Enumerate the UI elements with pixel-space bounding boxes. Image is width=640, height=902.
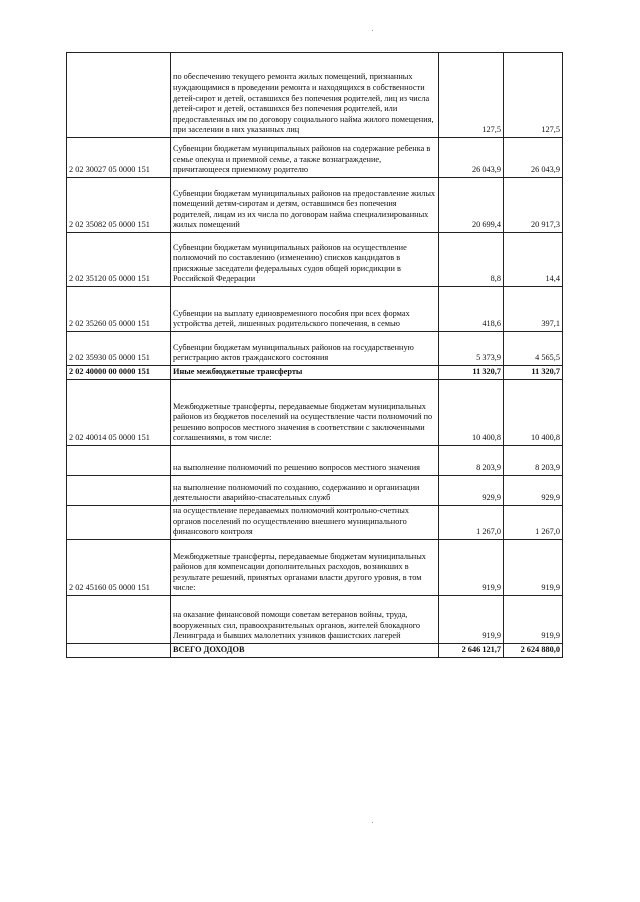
item-name: на осуществление передаваемых полномочий контрольно-счетных органов поселений по осуществлению внешнего муниципального финансового контроля	[171, 506, 439, 540]
value-year-1: 8,8	[439, 233, 504, 287]
table-row	[67, 366, 563, 380]
value-year-2: 929,9	[504, 476, 563, 506]
budget-code: 2 02 40000 00 0000 151	[67, 366, 171, 380]
table-row	[67, 380, 563, 446]
value-year-2: 2 624 880,0	[504, 644, 563, 658]
table-row	[67, 287, 563, 332]
value-year-1: 929,9	[439, 476, 504, 506]
value-year-2: 4 565,5	[504, 332, 563, 366]
value-year-1: 26 043,9	[439, 138, 504, 178]
budget-code	[67, 506, 171, 540]
item-name: на оказание финансовой помощи советам ветеранов войны, труда, вооруженных сил, правоохранительных органов, жителей блокадного Ленинграда и бывших малолетних узников фашистских лагерей	[171, 596, 439, 644]
budget-code: 2 02 30027 05 0000 151	[67, 138, 171, 178]
item-name: по обеспечению текущего ремонта жилых помещений, признанных нуждающимися в проведении ремонта и находящихся в собственности детей-сирот и детей, оставшихся без попечения родителей, лиц из числа детей-сирот и детей, оставшихся без попечения родителей, или предоставленных им по договору социального найма жилого помещения, при заселении в них указанных лиц	[171, 53, 439, 138]
value-year-2: 1 267,0	[504, 506, 563, 540]
value-year-2: 11 320,7	[504, 366, 563, 380]
budget-code: 2 02 35120 05 0000 151	[67, 233, 171, 287]
value-year-1: 2 646 121,7	[439, 644, 504, 658]
value-year-1: 5 373,9	[439, 332, 504, 366]
budget-code	[67, 476, 171, 506]
item-name: на выполнение полномочий по созданию, содержанию и организации деятельности аварийно-спасательных служб	[171, 476, 439, 506]
budget-code	[67, 53, 171, 138]
item-name: Иные межбюджетные трансферты	[171, 366, 439, 380]
item-name: Субвенции бюджетам муниципальных районов на государственную регистрацию актов гражданского состояния	[171, 332, 439, 366]
table-row	[67, 178, 563, 233]
value-year-1: 20 699,4	[439, 178, 504, 233]
table-row	[67, 446, 563, 476]
value-year-1: 11 320,7	[439, 366, 504, 380]
table-row	[67, 233, 563, 287]
item-name: Субвенции бюджетам муниципальных районов на предоставление жилых помещений детям-сиротам и детям, оставшимся без попечения родителей, лицам из их числа по договорам найма специализированных жилых помещений	[171, 178, 439, 233]
budget-code	[67, 596, 171, 644]
budget-code: 2 02 40014 05 0000 151	[67, 380, 171, 446]
table-row	[67, 476, 563, 506]
value-year-1: 418,6	[439, 287, 504, 332]
value-year-1: 919,9	[439, 540, 504, 596]
table-row	[67, 332, 563, 366]
budget-code: 2 02 35082 05 0000 151	[67, 178, 171, 233]
budget-code: 2 02 35260 05 0000 151	[67, 287, 171, 332]
table-row	[67, 506, 563, 540]
item-name: ВСЕГО ДОХОДОВ	[171, 644, 439, 658]
value-year-1: 10 400,8	[439, 380, 504, 446]
value-year-2: 127,5	[504, 53, 563, 138]
value-year-2: 8 203,9	[504, 446, 563, 476]
value-year-2: 397,1	[504, 287, 563, 332]
item-name: Межбюджетные трансферты, передаваемые бюджетам муниципальных районов для компенсации дополнительных расходов, возникших в результате решений, принятых органами власти другого уровня, в том числе:	[171, 540, 439, 596]
table-row	[67, 644, 563, 658]
value-year-2: 919,9	[504, 596, 563, 644]
item-name: Субвенции бюджетам муниципальных районов на содержание ребенка в семье опекуна и приемной семье, а также вознаграждение, причитающееся приемному родителю	[171, 138, 439, 178]
item-name: Межбюджетные трансферты, передаваемые бюджетам муниципальных районов из бюджетов поселений на осуществление части полномочий по решению вопросов местного значения в соответствии с заключенными соглашениями, в том числе:	[171, 380, 439, 446]
table-row	[67, 596, 563, 644]
scan-speck	[372, 30, 373, 31]
budget-code: 2 02 35930 05 0000 151	[67, 332, 171, 366]
value-year-2: 20 917,3	[504, 178, 563, 233]
item-name: на выполнение полномочий по решению вопросов местного значения	[171, 446, 439, 476]
revenue-table-body	[67, 53, 563, 658]
value-year-2: 26 043,9	[504, 138, 563, 178]
budget-code: 2 02 45160 05 0000 151	[67, 540, 171, 596]
table-row	[67, 53, 563, 138]
value-year-1: 1 267,0	[439, 506, 504, 540]
table-row	[67, 138, 563, 178]
value-year-1: 8 203,9	[439, 446, 504, 476]
scan-speck	[372, 822, 373, 823]
value-year-2: 14,4	[504, 233, 563, 287]
value-year-2: 919,9	[504, 540, 563, 596]
item-name: Субвенции бюджетам муниципальных районов на осуществление полномочий по составлению (изменению) списков кандидатов в присяжные заседатели федеральных судов общей юрисдикции в Российской Федерации	[171, 233, 439, 287]
budget-code	[67, 446, 171, 476]
value-year-2: 10 400,8	[504, 380, 563, 446]
item-name: Субвенции на выплату единовременного пособия при всех формах устройства детей, лишенных родительского попечения, в семью	[171, 287, 439, 332]
budget-code	[67, 644, 171, 658]
table-row	[67, 540, 563, 596]
revenue-table	[66, 52, 563, 658]
value-year-1: 919,9	[439, 596, 504, 644]
value-year-1: 127,5	[439, 53, 504, 138]
